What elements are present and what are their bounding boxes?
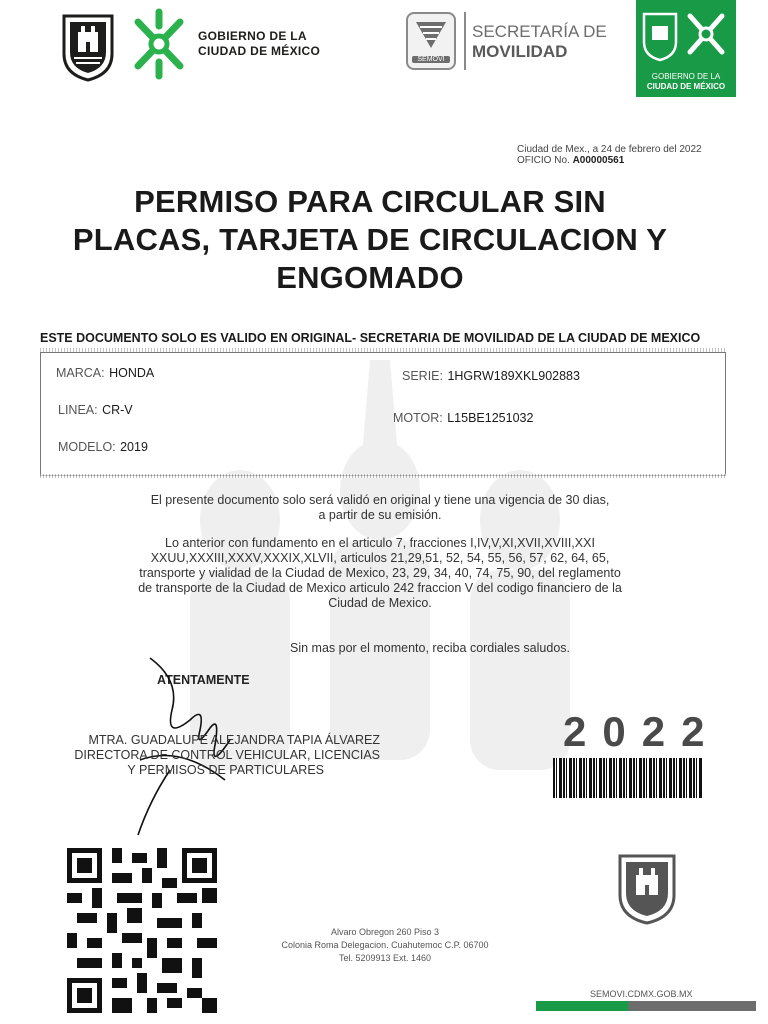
linea-field <box>58 401 133 419</box>
serie-value: 1HGRW189XKL902883 <box>447 369 580 383</box>
gob-line1: GOBIERNO DE LA <box>198 29 307 43</box>
header-divider <box>464 12 466 70</box>
barcode <box>553 758 703 798</box>
cdmx-shield-small-icon <box>617 853 677 925</box>
atentamente: ATENTAMENTE <box>157 673 250 687</box>
closing-line: Sin mas por el momento, reciba cordiales saludos. <box>290 641 570 655</box>
title-line3: ENGOMADO <box>276 260 464 295</box>
validity-paragraph <box>80 493 680 523</box>
linea-label: LINEA: <box>58 403 98 417</box>
motor-field <box>393 409 533 427</box>
signer-title-line1: DIRECTORA DE CONTROL VEHICULAR, LICENCIAS <box>74 748 380 762</box>
address-line3: Tel. 5209913 Ext. 1460 <box>338 953 432 963</box>
marca-field <box>56 364 154 382</box>
validity-notice: ESTE DOCUMENTO SOLO ES VALIDO EN ORIGINAL- SECRETARIA DE MOVILIDAD DE LA CIUDAD DE MEXICO <box>40 331 701 345</box>
marca-label: MARCA: <box>56 366 105 380</box>
green-badge-caption <box>636 72 736 92</box>
green-badge-emblem-icon <box>636 0 736 70</box>
cdmx-shield-icon <box>62 14 114 82</box>
address-line2: Colonia Roma Delegacion. Cuahutemoc C.P. 06700 <box>281 940 489 950</box>
oficio-label: OFICIO No. <box>517 155 570 166</box>
p2-line3: transporte y vialidad de la Ciudad de Mexico, 23, 29, 34, 40, 74, 75, 90, del reglamento <box>139 566 621 580</box>
date-block <box>517 144 702 166</box>
signer-block <box>40 733 380 778</box>
secretaria-movilidad-wordmark <box>472 22 607 62</box>
modelo-field <box>58 438 148 456</box>
serie-label: SERIE: <box>402 369 443 383</box>
title-line2: PLACAS, TARJETA DE CIRCULACION Y <box>72 222 668 257</box>
modelo-value: 2019 <box>120 440 148 454</box>
title-line1: PERMISO PARA CIRCULAR SIN <box>134 184 606 219</box>
p1-line2: a partir de su emisión. <box>318 508 442 522</box>
microprint-bottom <box>40 474 726 478</box>
secretaria-line1: SECRETARÍA DE <box>472 22 607 41</box>
year-sticker: 2022 <box>563 708 721 755</box>
date-line: Ciudad de Mex., a 24 de febrero del 2022 <box>517 144 702 155</box>
footer-url: SEMOVI.CDMX.GOB.MX <box>590 989 693 999</box>
gobierno-cdmx-wordmark <box>198 29 320 59</box>
oficio-number: A00000561 <box>572 155 625 166</box>
signer-title-line2: Y PERMISOS DE PARTICULARES <box>127 763 324 777</box>
oficio-line <box>517 155 702 166</box>
qr-code <box>67 848 217 1013</box>
p2-line1: Lo anterior con fundamento en el articulo 7, fracciones I,IV,V,XI,XVII,XVIII,XXI <box>165 536 595 550</box>
footer-color-bar <box>536 1001 756 1011</box>
p2-line5: Ciudad de Mexico. <box>328 596 432 610</box>
address-line1: Alvaro Obregon 260 Piso 3 <box>330 927 440 937</box>
green-line2: CIUDAD DE MÉXICO <box>646 82 726 91</box>
semovi-logo <box>406 12 456 70</box>
p2-line4: de transporte de la Ciudad de Mexico articulo 242 fraccion V del codigo financiero de la <box>138 581 622 595</box>
p1-line1: El presente documento solo será validó en original y tiene una vigencia de 30 dias, <box>150 493 610 507</box>
semovi-funnel-icon <box>408 18 454 56</box>
gob-line2: CIUDAD DE MÉXICO <box>198 44 321 58</box>
green-line1: GOBIERNO DE LA <box>651 72 721 81</box>
address-block <box>255 926 515 965</box>
document-title <box>60 183 680 297</box>
cdmx-knot-logo-icon <box>128 8 190 80</box>
motor-value: L15BE1251032 <box>447 411 534 425</box>
legal-paragraph <box>80 536 680 611</box>
secretaria-line2: MOVILIDAD <box>472 42 568 61</box>
modelo-label: MODELO: <box>58 440 116 454</box>
linea-value: CR-V <box>102 403 133 417</box>
p2-line2: XXUU,XXXIII,XXXV,XXXIX,XLVII, articulos 21,29,51, 52, 54, 55, 56, 57, 62, 64, 65, <box>150 551 610 565</box>
semovi-abbr: SEMOVI <box>412 56 450 63</box>
marca-value: HONDA <box>109 366 155 380</box>
motor-label: MOTOR: <box>393 411 443 425</box>
signer-name: MTRA. GUADALUPE ALEJANDRA TAPIA ÁLVAREZ <box>88 733 380 747</box>
serie-field <box>402 367 580 385</box>
